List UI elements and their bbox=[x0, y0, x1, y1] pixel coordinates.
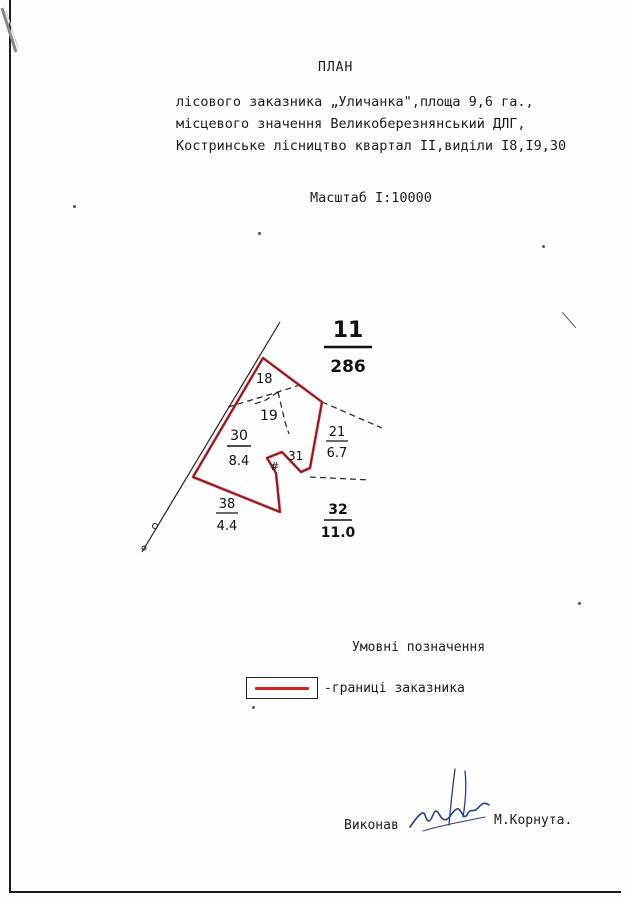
legend-swatch bbox=[246, 677, 318, 699]
plot-32-id: 32 bbox=[328, 502, 348, 518]
boundary-marker bbox=[153, 524, 158, 529]
scan-stroke bbox=[560, 310, 580, 332]
quarter-number: 11 bbox=[332, 318, 364, 343]
plot-32-area: 11.0 bbox=[320, 525, 356, 541]
plot-19-id: 19 bbox=[260, 408, 278, 424]
author-name: М.Корнута. bbox=[494, 813, 573, 828]
signature-image bbox=[405, 765, 500, 845]
legend-item-label: -границі заказника bbox=[324, 681, 465, 696]
legend-boundary-line bbox=[255, 687, 309, 690]
scan-speck bbox=[258, 232, 261, 235]
scan-edge-mark bbox=[0, 0, 30, 70]
reserve-map bbox=[120, 300, 400, 570]
inner-mark: # bbox=[270, 460, 280, 473]
plot-21-id: 21 bbox=[328, 425, 346, 440]
plot-21-area: 6.7 bbox=[326, 446, 348, 461]
document-title: ПЛАН bbox=[318, 60, 354, 75]
plot-30-area: 8.4 bbox=[228, 454, 250, 469]
frame-bottom-border bbox=[9, 891, 621, 893]
frame-left-border bbox=[9, 0, 11, 893]
quarter-boundary-line bbox=[142, 322, 280, 552]
plot-18-id: 18 bbox=[256, 372, 273, 387]
description-line-3: Костринське лісництво квартал II,виділи I8,I9,30 bbox=[176, 138, 567, 154]
legend-title: Умовні позначення bbox=[352, 640, 486, 655]
scan-speck bbox=[252, 706, 255, 709]
plot-30-id: 30 bbox=[230, 428, 248, 444]
description-line-1: лісового заказника „Уличанка",площа 9,6 га., bbox=[176, 94, 534, 110]
quarter-area: 286 bbox=[330, 357, 366, 377]
map-scale: Масштаб I:10000 bbox=[310, 190, 432, 206]
scan-speck bbox=[578, 602, 581, 605]
plot-38-id: 38 bbox=[218, 497, 236, 512]
plot-31-id: 31 bbox=[288, 449, 304, 463]
description-line-2: місцевого значення Великоберезнянський ДЛГ, bbox=[176, 116, 526, 132]
scan-speck bbox=[542, 245, 545, 248]
scan-speck bbox=[73, 205, 76, 208]
prepared-by-label: Виконав bbox=[344, 818, 399, 833]
plot-division-lines bbox=[228, 385, 382, 480]
plot-38-area: 4.4 bbox=[216, 519, 238, 534]
